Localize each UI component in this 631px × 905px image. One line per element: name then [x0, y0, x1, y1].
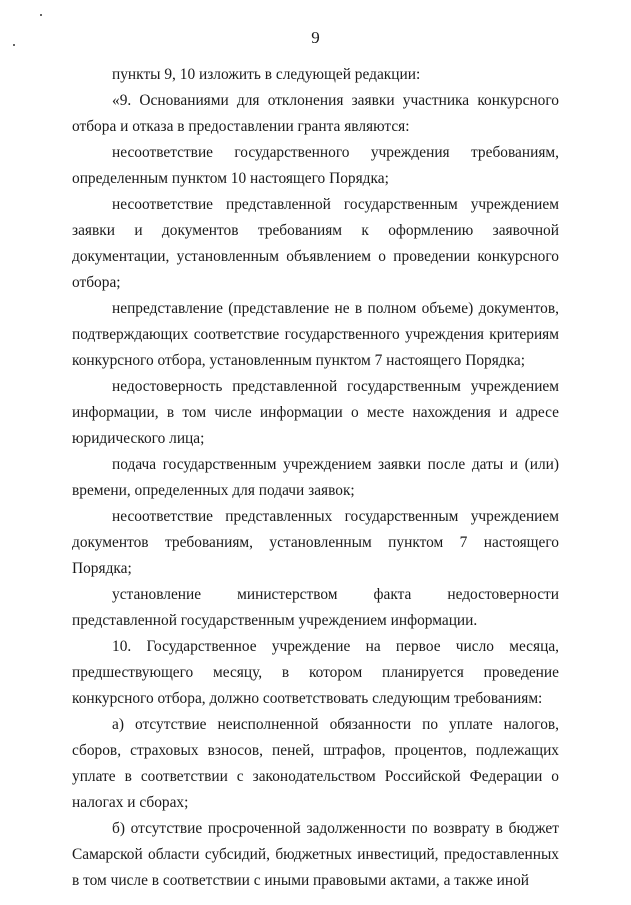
scan-speck-1: [40, 14, 42, 16]
paragraph: а) отсутствие неисполненной обязанности по уплате налогов, сборов, страховых взносов, пеней, штрафов, процентов, подлежащих уплате в соответствии с законодательством Российской Федерации о налогах и сборах;: [72, 716, 559, 811]
page-number: 9: [311, 28, 320, 47]
paragraph: пункты 9, 10 изложить в следующей редакции:: [112, 66, 421, 83]
paragraph: несоответствие представленной государственным учреждением заявки и документов требованиям к оформлению заявочной документации, установленным объявлением о проведении конкурсного отбора;: [72, 196, 559, 291]
paragraph: подача государственным учреждением заявки после даты и (или) времени, определенных для подачи заявок;: [72, 456, 559, 499]
paragraph: «9. Основаниями для отклонения заявки участника конкурсного отбора и отказа в предоставлении гранта являются:: [72, 92, 559, 135]
paragraph: недостоверность представленной государственным учреждением информации, в том числе информации о месте нахождения и адресе юридического лица;: [72, 378, 559, 447]
document-body: [72, 62, 559, 894]
paragraph: несоответствие представленных государственным учреждением документов требованиям, установленным пунктом 7 настоящего Порядка;: [72, 508, 559, 577]
paragraph: установление министерством факта недостоверности представленной государственным учреждением информации.: [72, 586, 559, 629]
paragraph: несоответствие государственного учреждения требованиям, определенным пунктом 10 настоящего Порядка;: [72, 144, 559, 187]
paragraph: 10. Государственное учреждение на первое число месяца, предшествующего месяцу, в котором планируется проведение конкурсного отбора, должно соответствовать следующим требованиям:: [72, 638, 559, 707]
paragraph: б) отсутствие просроченной задолженности по возврату в бюджет Самарской области субсидий, бюджетных инвестиций, предоставленных в том числе в соответствии с иными правовыми актами, а также иной: [72, 820, 559, 889]
paragraph: непредставление (представление не в полном объеме) документов, подтверждающих соответствие государственного учреждения критериям конкурсного отбора, установленным пунктом 7 настоящего Порядка;: [72, 300, 559, 369]
